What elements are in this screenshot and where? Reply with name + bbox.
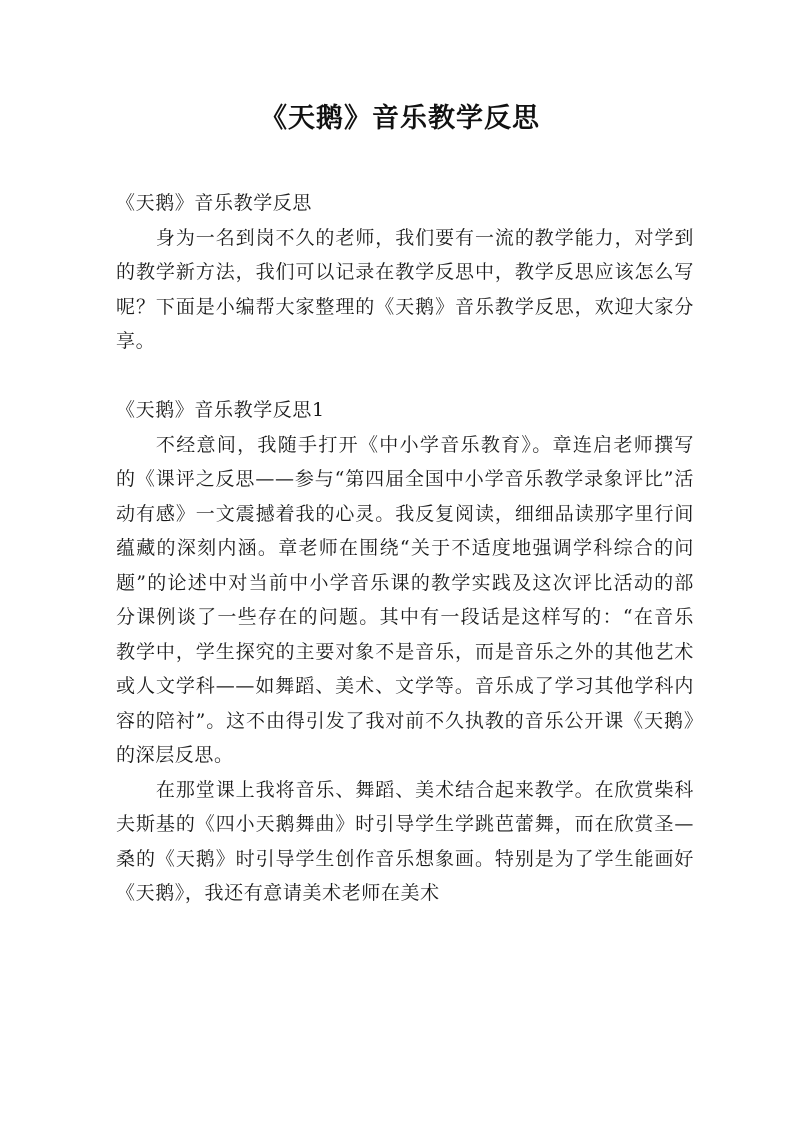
paragraph-gap bbox=[116, 359, 694, 394]
document-subtitle: 《天鹅》音乐教学反思 bbox=[116, 192, 313, 214]
intro-paragraph: 身为一名到岗不久的老师，我们要有一流的教学能力，对学到的教学新方法，我们可以记录在教学反思中，教学反思应该怎么写呢？下面是小编帮大家整理的《天鹅》音乐教学反思，欢迎大家分享。 bbox=[116, 226, 694, 352]
document-body bbox=[116, 186, 694, 911]
section-paragraph-2: 在那堂课上我将音乐、舞蹈、美术结合起来教学。在欣赏柴科夫斯基的《四小天鹅舞曲》时引导学生学跳芭蕾舞，而在欣赏圣—桑的《天鹅》时引导学生创作音乐想象画。特别是为了学生能画好《天鹅》，我还有意请美术老师在美术 bbox=[116, 778, 694, 904]
section-paragraph-1: 不经意间，我随手打开《中小学音乐教育》。章连启老师撰写的《课评之反思——参与“第四届全国中小学音乐教学录象评比”活动有感》一文震撼着我的心灵。我反复阅读，细细品读那字里行间蕴藏的深刻内涵。章老师在围绕“关于不适度地强调学科综合的问题”的论述中对当前中小学音乐课的教学实践及这次评比活动的部分课例谈了一些存在的问题。其中有一段话是这样写的：“在音乐教学中，学生探究的主要对象不是音乐，而是音乐之外的其他艺术或人文学科——如舞蹈、美术、文学等。音乐成了学习其他学科内容的陪衬”。这不由得引发了我对前不久执教的音乐公开课《天鹅》的深层反思。 bbox=[116, 433, 694, 766]
document-title: 《天鹅》音乐教学反思 bbox=[260, 103, 540, 134]
section-heading: 《天鹅》音乐教学反思1 bbox=[116, 399, 325, 421]
